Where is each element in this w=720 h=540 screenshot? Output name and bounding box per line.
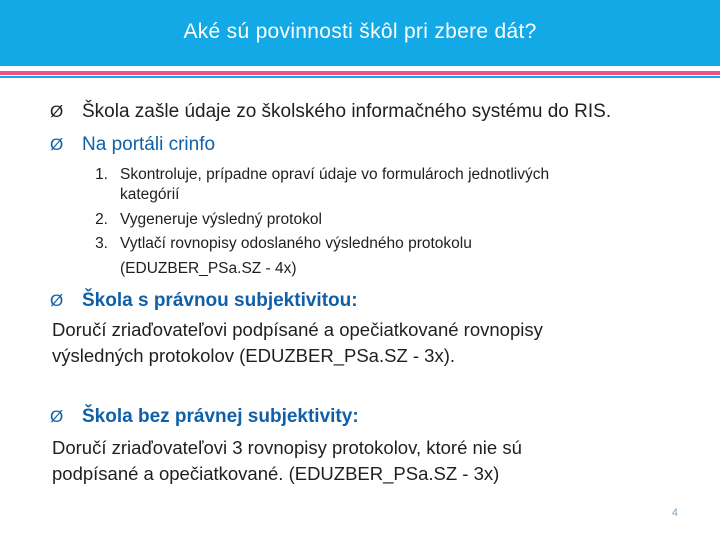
- item-number: 1.: [95, 166, 108, 183]
- paragraph-line: Doručí zriaďovateľovi podpísané a opečiatkované rovnopisy: [52, 319, 543, 340]
- arrow-bullet-icon: Ø: [50, 102, 64, 121]
- arrow-bullet-icon: Ø: [50, 407, 64, 426]
- section-heading-text: Škola s právnou subjektivitou:: [82, 290, 358, 311]
- slide-title: Aké sú povinnosti škôl pri zbere dát?: [183, 20, 537, 43]
- item-text-line: Vygeneruje výsledný protokol: [120, 211, 322, 228]
- item-text-line: (EDUZBER_PSa.SZ - 4x): [120, 260, 297, 277]
- divider-cyan: [0, 76, 720, 78]
- item-number: 3.: [95, 235, 108, 252]
- slide-header: [0, 0, 720, 66]
- item-text-line: kategórií: [120, 186, 180, 203]
- section-heading-text: Škola bez právnej subjektivity:: [82, 406, 359, 427]
- paragraph-line: podpísané a opečiatkované. (EDUZBER_PSa.SZ - 3x): [52, 463, 500, 484]
- bullet-text: Na portáli crinfo: [82, 134, 216, 155]
- item-text-line: Skontroluje, prípadne opraví údaje vo formulároch jednotlivých: [120, 166, 550, 183]
- section-paragraph: [52, 317, 543, 369]
- bullet-text: Škola zašle údaje zo školského informačného systému do RIS.: [82, 101, 612, 122]
- item-text-line: Vytlačí rovnopisy odoslaného výsledného protokolu: [120, 235, 472, 252]
- arrow-bullet-icon: Ø: [50, 135, 64, 154]
- divider-pink: [0, 71, 720, 75]
- paragraph-line: výsledných protokolov (EDUZBER_PSa.SZ - 3x).: [52, 345, 456, 366]
- item-number: 2.: [95, 211, 108, 228]
- arrow-bullet-icon: Ø: [50, 291, 64, 310]
- paragraph-line: Doručí zriaďovateľovi 3 rovnopisy protokolov, ktoré nie sú: [52, 437, 522, 458]
- page-number: 4: [671, 507, 678, 519]
- section-paragraph: [52, 435, 522, 487]
